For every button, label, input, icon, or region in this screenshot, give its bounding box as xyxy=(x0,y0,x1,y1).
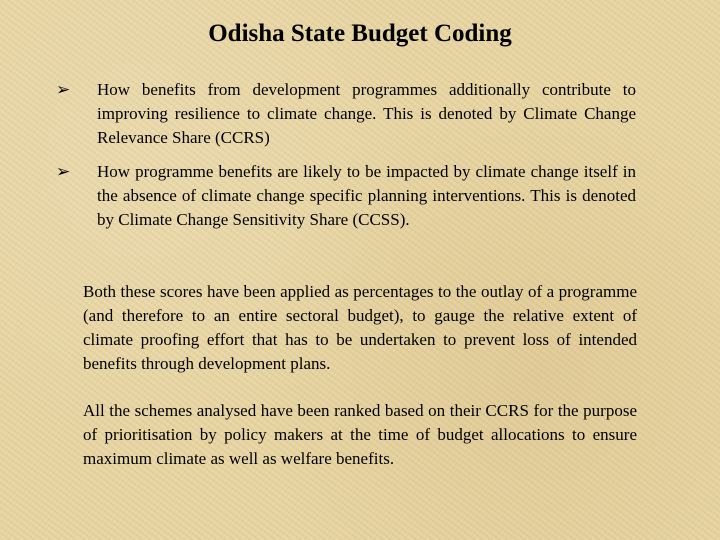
paragraph-scores-applied: Both these scores have been applied as percentages to the outlay of a programme (and therefore to an entire sectoral budget), to gauge the relative extent of climate proofing effort that has to be undertaken to prevent loss of intended benefits through development plans. xyxy=(83,282,637,373)
bullet-text-ccss: How programme benefits are likely to be impacted by climate change itself in the absence of climate change specific planning interventions. This is denoted by Climate Change Sensitivity Share (CCSS). xyxy=(97,162,636,229)
bullet-text-ccrs: How benefits from development programmes additionally contribute to improving resilience to climate change. This is denoted by Climate Change Relevance Share (CCRS) xyxy=(97,80,636,147)
arrow-bullet-icon: ➢ xyxy=(56,80,71,100)
bullet-item-ccss xyxy=(56,160,636,232)
bullet-item-ccrs xyxy=(56,78,636,150)
arrow-bullet-icon: ➢ xyxy=(56,162,71,182)
paragraph-schemes-ranked: All the schemes analysed have been ranked based on their CCRS for the purpose of prioritisation by policy makers at the time of budget allocations to ensure maximum climate as well as welfare benefits. xyxy=(83,401,637,468)
slide-title: Odisha State Budget Coding xyxy=(208,20,512,47)
